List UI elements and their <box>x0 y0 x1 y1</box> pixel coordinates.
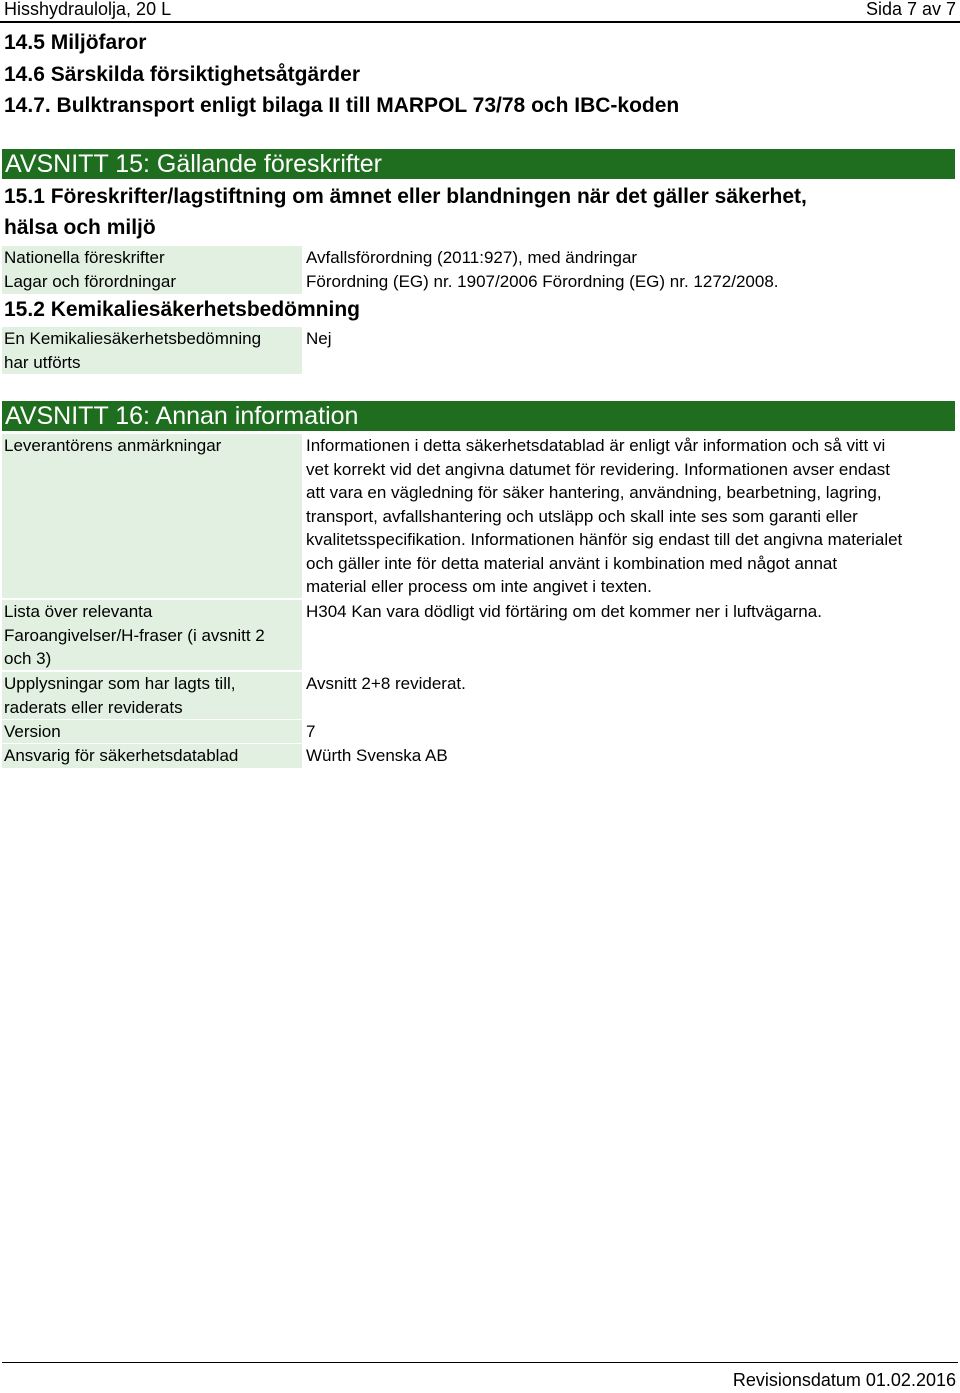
value-version: 7 <box>306 722 316 741</box>
supplier-remark-line: och gäller inte för detta material använt i kombination med något annat <box>306 553 838 573</box>
value-chemical-safety-assessment: Nej <box>306 329 332 348</box>
supplier-remark-line: material eller process om inte angivet i texten. <box>306 577 652 596</box>
supplier-remark-line: Informationen i detta säkerhetsdatablad är enligt vår information och så vitt vi <box>306 436 886 455</box>
supplier-remark-line: vet korrekt vid det angivna datumet för revidering. Informationen avser endast <box>306 459 890 479</box>
section-15-banner: AVSNITT 15: Gällande föreskrifter <box>2 149 955 179</box>
label-responsible: Ansvarig för säkerhetsdatablad <box>2 744 302 768</box>
csa-label-line: har utförts <box>4 352 81 372</box>
label-national-regulations: Nationella föreskrifter <box>2 246 302 270</box>
heading-15-2: 15.2 Kemikaliesäkerhetsbedömning <box>4 298 360 321</box>
value-changes: Avsnitt 2+8 reviderat. <box>306 674 466 693</box>
supplier-remark-line: kvalitetsspecifikation. Informationen hänför sig endast till det angivna materialet <box>306 530 903 549</box>
label-chemical-safety-assessment <box>2 327 302 374</box>
changes-label-line: Upplysningar som har lagts till, <box>4 674 236 693</box>
label-laws-regulations: Lagar och förordningar <box>2 270 302 294</box>
heading-15-1-line1: 15.1 Föreskrifter/lagstiftning om ämnet eller blandningen när det gäller säkerhet, <box>4 185 807 208</box>
value-hazard-statements: H304 Kan vara dödligt vid förtäring om det kommer ner i luftvägarna. <box>306 602 822 621</box>
supplier-remark-line: att vara en vägledning för säker hantering, användning, bearbetning, lagring, <box>306 483 882 502</box>
value-responsible: Würth Svenska AB <box>306 746 448 765</box>
revision-date: Revisionsdatum 01.02.2016 <box>732 1370 956 1390</box>
heading-15-1-line2: hälsa och miljö <box>4 216 156 239</box>
csa-label-line: En Kemikaliesäkerhetsbedömning <box>4 329 262 348</box>
supplier-remark-line: transport, avfallshantering och utsläpp och skall inte ses som garanti eller <box>306 506 858 526</box>
heading-14-6: 14.6 Särskilda försiktighetsåtgärder <box>4 63 360 86</box>
value-national-regulations: Avfallsförordning (2011:927), med ändringar <box>306 248 638 267</box>
label-changes <box>2 672 302 719</box>
hazard-label-line: Lista över relevanta <box>4 602 153 621</box>
value-laws-regulations: Förordning (EG) nr. 1907/2006 Förordning (EG) nr. 1272/2008. <box>306 272 779 291</box>
value-supplier-remarks <box>306 434 946 599</box>
label-supplier-remarks: Leverantörens anmärkningar <box>2 434 302 598</box>
section-16-banner: AVSNITT 16: Annan information <box>2 401 955 431</box>
label-hazard-statements <box>2 600 302 670</box>
label-version: Version <box>2 720 302 743</box>
heading-14-7: 14.7. Bulktransport enligt bilaga II till MARPOL 73/78 och IBC-koden <box>4 94 680 117</box>
page-number: Sida 7 av 7 <box>865 0 956 19</box>
heading-14-5: 14.5 Miljöfaror <box>4 31 147 54</box>
footer-divider <box>2 1362 958 1363</box>
hazard-label-line: och 3) <box>4 649 52 668</box>
changes-label-line: raderats eller reviderats <box>4 697 183 717</box>
header-divider <box>0 21 960 23</box>
hazard-label-line: Faroangivelser/H-fraser (i avsnitt 2 <box>4 625 265 645</box>
document-product-name: Hisshydraulolja, 20 L <box>4 0 172 19</box>
